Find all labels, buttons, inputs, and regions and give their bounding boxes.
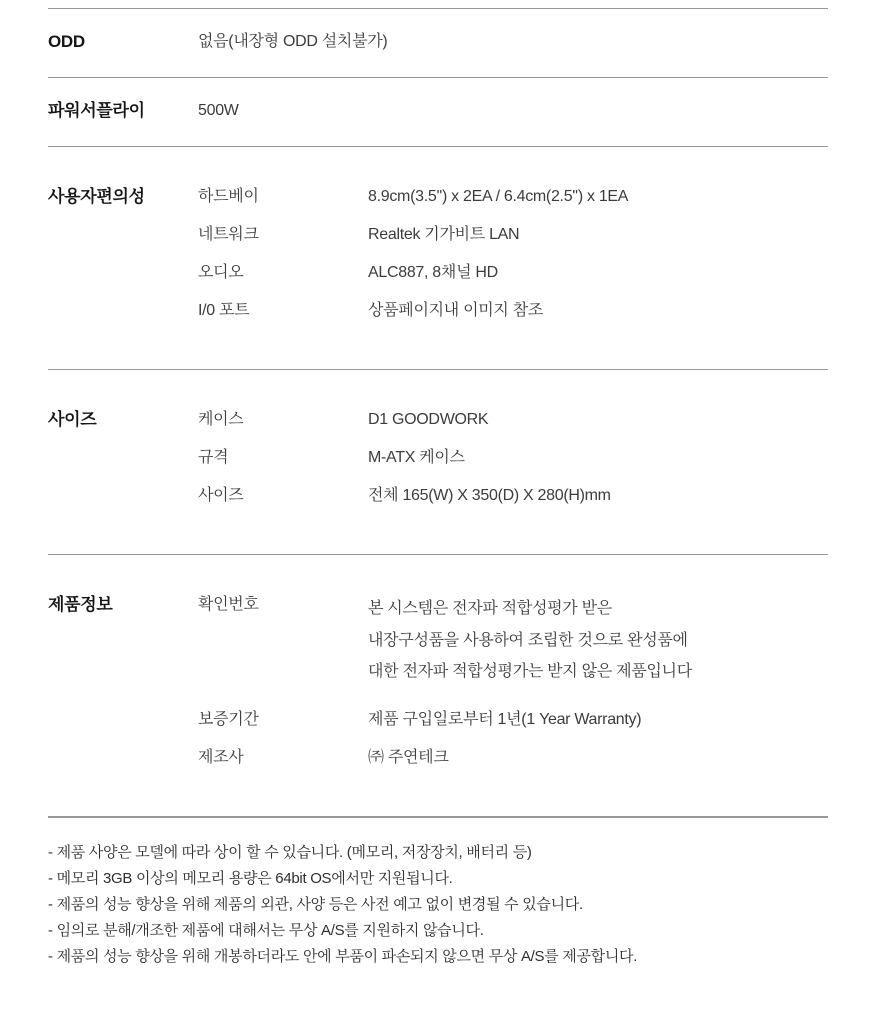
spec-value: ALC887, 8채널 HD (368, 264, 498, 281)
spec-section-user-convenience (48, 146, 828, 369)
spec-key: 사이즈 (198, 487, 244, 504)
spec-value: 제품 구입일로부터 1년(1 Year Warranty) (368, 710, 642, 728)
spec-section-product-info (48, 554, 828, 816)
spec-row (198, 446, 828, 470)
spec-value-line: 대한 전자파 적합성평가는 받지 않은 제품입니다 (368, 663, 692, 680)
section-label: 제품정보 (48, 595, 113, 614)
section-label: 파워서플라이 (48, 101, 145, 120)
spec-value: 없음(내장형 ODD 설치불가) (198, 33, 388, 50)
section-rows (198, 30, 828, 54)
section-label: ODD (48, 32, 85, 51)
section-label: 사이즈 (48, 410, 97, 429)
note-item: - 제품의 성능 향상을 위해 개봉하더라도 안에 부품이 파손되지 않으면 무상 A/S를 제공합니다. (48, 947, 638, 965)
note-item: - 임의로 분해/개조한 제품에 대해서는 무상 A/S를 지원하지 않습니다. (48, 921, 484, 939)
spec-key: 보증기간 (198, 710, 259, 728)
spec-value: 전체 165(W) X 350(D) X 280(H)mm (368, 487, 611, 504)
spec-key: 제조사 (198, 748, 244, 766)
section-rows (198, 593, 828, 770)
spec-key: 규격 (198, 449, 229, 466)
spec-section-size (48, 369, 828, 554)
spec-value (368, 593, 828, 688)
spec-row (198, 99, 828, 123)
spec-value: 500W (198, 102, 239, 119)
spec-key: I/0 포트 (198, 302, 250, 319)
spec-value: 8.9cm(3.5'') x 2EA / 6.4cm(2.5'') x 1EA (368, 188, 629, 205)
note-item: - 제품의 성능 향상을 위해 제품의 외관, 사양 등은 사전 예고 없이 변경될 수 있습니다. (48, 895, 583, 913)
section-label: 사용자편의성 (48, 187, 145, 206)
spec-value-line: 본 시스템은 전자파 적합성평가 받은 (368, 600, 612, 617)
spec-section-power-supply (48, 77, 828, 146)
note-item: - 제품 사양은 모델에 따라 상이 할 수 있습니다. (메모리, 저장장치, 배터리 등) (48, 843, 532, 861)
spec-key: 확인번호 (198, 596, 259, 613)
spec-value: D1 GOODWORK (368, 411, 489, 428)
disclaimer-notes (48, 816, 828, 970)
spec-row (198, 593, 828, 688)
spec-value: M-ATX 케이스 (368, 449, 465, 466)
section-rows (198, 185, 828, 323)
spec-key: 하드베이 (198, 188, 259, 205)
spec-row (198, 299, 828, 323)
spec-row (198, 30, 828, 54)
section-rows (198, 99, 828, 123)
note-item: - 메모리 3GB 이상의 메모리 용량은 64bit OS에서만 지원됩니다. (48, 869, 453, 887)
spec-key: 오디오 (198, 264, 244, 281)
spec-value-line: 내장구성품을 사용하여 조립한 것으로 완성품에 (368, 631, 688, 649)
spec-row (198, 261, 828, 285)
spec-key: 네트워크 (198, 226, 259, 243)
spec-row (198, 408, 828, 432)
spec-row (198, 484, 828, 508)
spec-section-odd (48, 8, 828, 77)
spec-row (198, 185, 828, 209)
spec-row (198, 746, 828, 770)
section-rows (198, 408, 828, 508)
spec-value: ㈜ 주연테크 (368, 748, 449, 766)
spec-value: 상품페이지내 이미지 참조 (368, 302, 544, 319)
spec-row (198, 708, 828, 732)
spec-row (198, 223, 828, 247)
spec-value: Realtek 기가비트 LAN (368, 226, 520, 243)
spec-key: 케이스 (198, 411, 244, 428)
